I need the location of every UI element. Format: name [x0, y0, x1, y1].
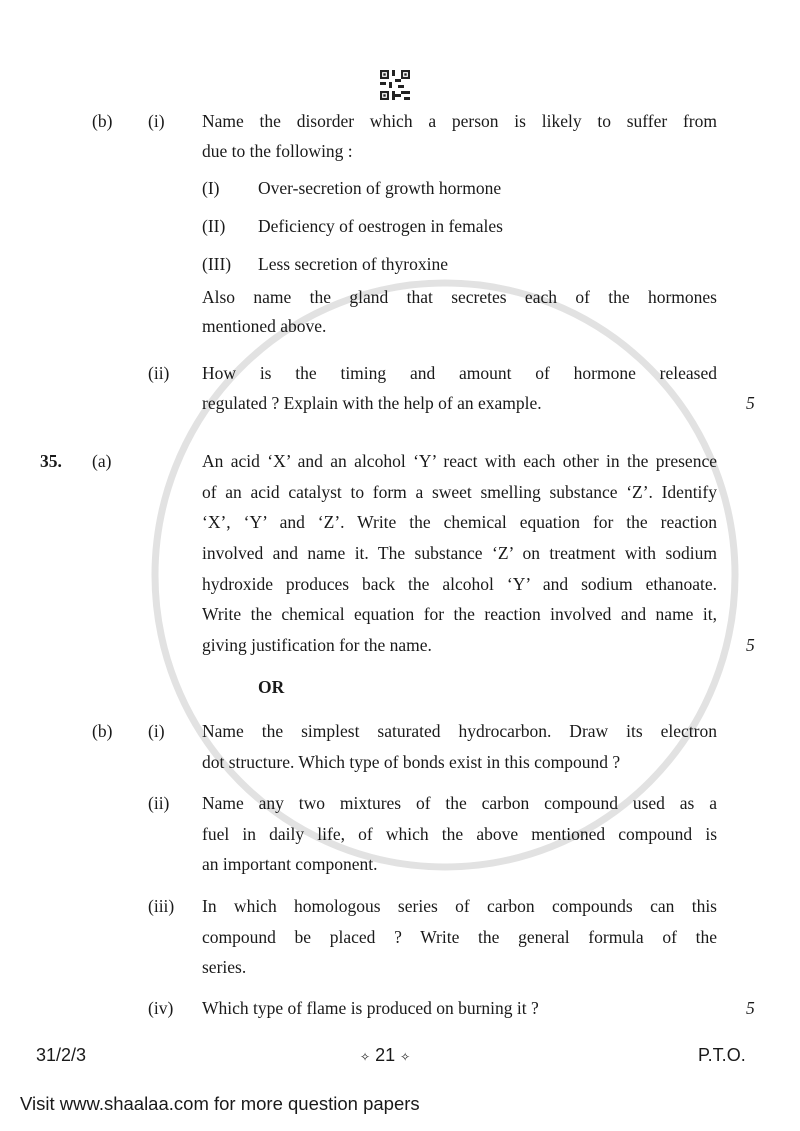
subpart-label: (ii)	[148, 793, 170, 813]
question-line: Name the disorder which a person is likely to suffer from	[202, 111, 717, 131]
question-line: How is the timing and amount of hormone released	[202, 363, 717, 383]
question-line: involved and name it. The substance ‘Z’ on treatment with sodium	[202, 543, 717, 563]
question-line: series.	[202, 957, 247, 977]
diamond-icon: ✧	[400, 1050, 411, 1064]
question-line: Name any two mixtures of the carbon compound used as a	[202, 793, 717, 813]
pto-label: P.T.O.	[698, 1045, 746, 1065]
item-text: Over-secretion of growth hormone	[258, 178, 502, 198]
page-number	[360, 1044, 410, 1068]
question-line: regulated ? Explain with the help of an example.	[202, 393, 542, 413]
question-line: an important component.	[202, 854, 378, 874]
question-line: compound be placed ? Write the general formula of the	[202, 927, 717, 947]
diamond-icon: ✧	[360, 1050, 371, 1064]
question-line: fuel in daily life, of which the above mentioned compound is	[202, 824, 717, 844]
subpart-label: (iv)	[148, 998, 174, 1018]
paper-code: 31/2/3	[36, 1045, 87, 1065]
question-line: giving justification for the name.	[202, 635, 432, 655]
item-text: Less secretion of thyroxine	[258, 254, 449, 274]
qr-code	[380, 70, 410, 100]
question-line: Write the chemical equation for the reaction involved and name it,	[202, 604, 717, 624]
page-number-text: 21	[375, 1045, 396, 1065]
part-label-b: (b)	[92, 111, 113, 131]
visit-link-text: Visit www.shaalaa.com for more question papers	[20, 1093, 420, 1114]
question-line: dot structure. Which type of bonds exist in this compound ?	[202, 752, 621, 772]
part-label-a: (a)	[92, 451, 112, 471]
marks: 5	[746, 393, 755, 413]
question-line: hydroxide produces back the alcohol ‘Y’ and sodium ethanoate.	[202, 574, 717, 594]
item-label: (I)	[202, 178, 220, 198]
question-line: ‘X’, ‘Y’ and ‘Z’. Write the chemical equation for the reaction	[202, 512, 717, 532]
subpart-label-ii: (ii)	[148, 363, 170, 383]
item-label: (II)	[202, 216, 226, 236]
or-separator: OR	[258, 677, 285, 697]
marks: 5	[746, 635, 755, 655]
item-label: (III)	[202, 254, 232, 274]
question-line: Which type of flame is produced on burning it ?	[202, 998, 539, 1018]
item-text: Deficiency of oestrogen in females	[258, 216, 503, 236]
subpart-label: (i)	[148, 721, 165, 741]
marks: 5	[746, 998, 755, 1018]
part-label-b: (b)	[92, 721, 113, 741]
question-line: Also name the gland that secretes each of the hormones	[202, 287, 717, 307]
question-line: mentioned above.	[202, 316, 327, 336]
subpart-label-i: (i)	[148, 111, 165, 131]
question-line: Name the simplest saturated hydrocarbon. Draw its electron	[202, 721, 717, 741]
question-line: In which homologous series of carbon compounds can this	[202, 896, 717, 916]
question-number: 35.	[40, 451, 62, 471]
question-line: of an acid catalyst to form a sweet smelling substance ‘Z’. Identify	[202, 482, 717, 502]
subpart-label: (iii)	[148, 896, 175, 916]
question-line: due to the following :	[202, 141, 353, 161]
question-line: An acid ‘X’ and an alcohol ‘Y’ react with each other in the presence	[202, 451, 717, 471]
